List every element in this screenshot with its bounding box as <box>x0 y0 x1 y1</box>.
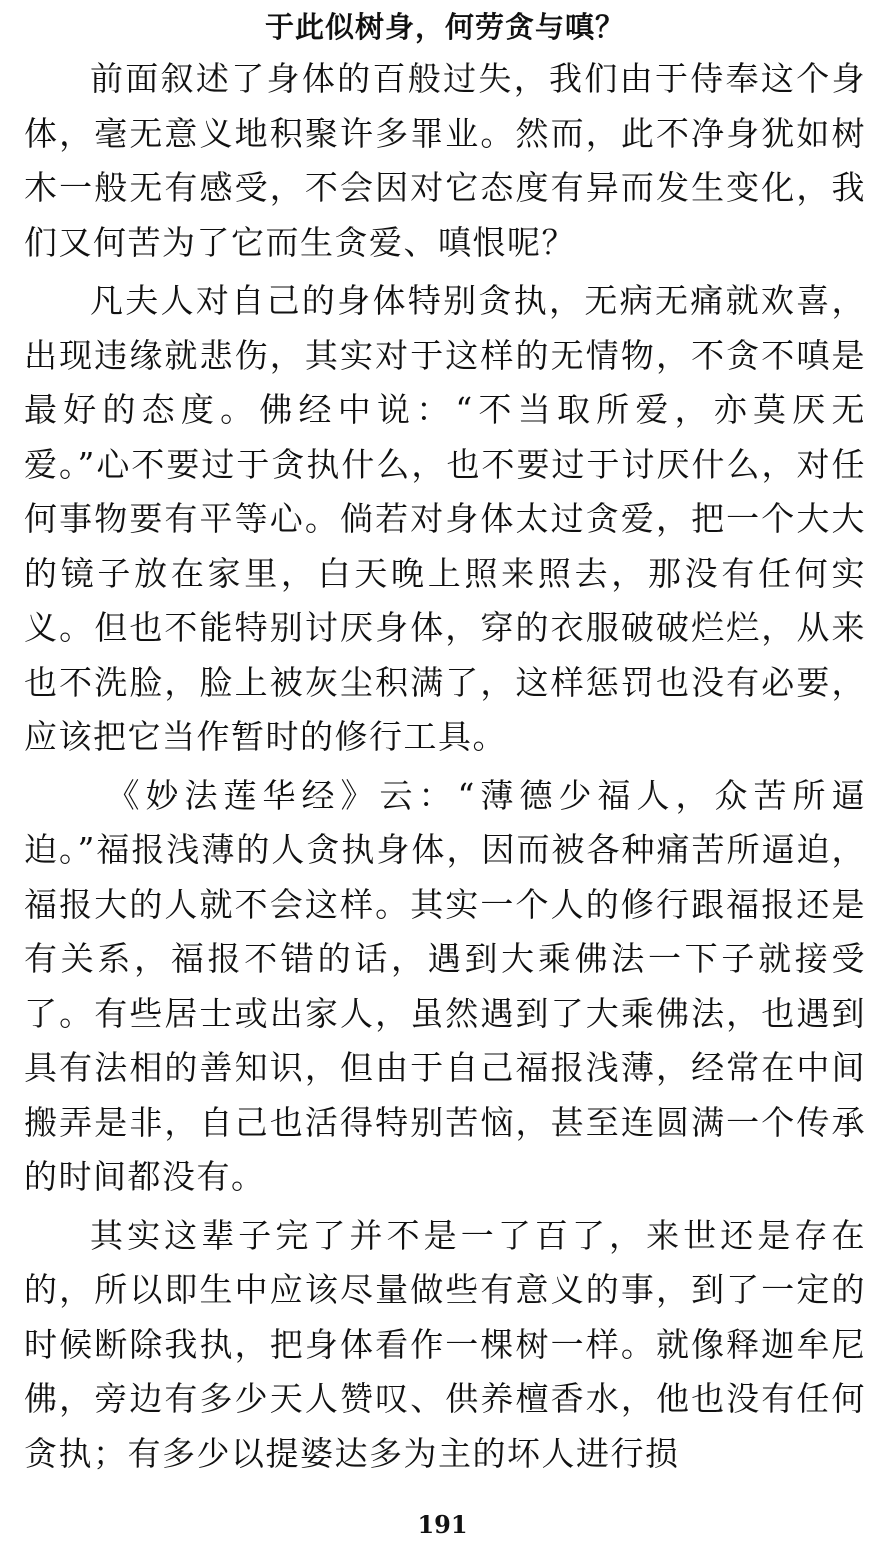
paragraph-4: 其实这辈子完了并不是一了百了，来世还是存在的，所以即生中应该尽量做些有意义的事，到了一定的时候断除我执，把身体看作一棵树一样。就像释迦牟尼佛，旁边有多少天人赞叹、供养檀香水，他也没有任何贪执；有多少以提婆达多为主的坏人进行损 <box>24 1215 866 1473</box>
document-page <box>24 0 866 1550</box>
verse-heading: 于此似树身，何劳贪与嗔？ <box>264 10 625 44</box>
paragraph-3: 《妙法莲华经》云：“薄德少福人，众苦所逼迫。”福报浅薄的人贪执身体，因而被各种痛苦所逼迫，福报大的人就不会这样。其实一个人的修行跟福报还是有关系，福报不错的话，遇到大乘佛法一下子就接受了。有些居士或出家人，虽然遇到了大乘佛法，也遇到具有法相的善知识，但由于自己福报浅薄，经常在中间搬弄是非，自己也活得特别苦恼，甚至连圆满一个传承的时间都没有。 <box>24 775 866 1196</box>
paragraph-2: 凡夫人对自己的身体特别贪执，无病无痛就欢喜，出现违缘就悲伤，其实对于这样的无情物，不贪不嗔是最好的态度。佛经中说：“不当取所爱，亦莫厌无爱。”心不要过于贪执什么，也不要过于讨厌什么，对任何事物要有平等心。倘若对身体太过贪爱，把一个大大的镜子放在家里，白天晚上照来照去，那没有任何实义。但也不能特别讨厌身体，穿的衣服破破烂烂，从来也不洗脸，脸上被灰尘积满了，这样惩罚也没有必要，应该把它当作暂时的修行工具。 <box>24 281 866 756</box>
paragraph-1: 前面叙述了身体的百般过失，我们由于侍奉这个身体，毫无意义地积聚许多罪业。然而，此不净身犹如树木一般无有感受，不会因对它态度有异而发生变化，我们又何苦为了它而生贪爱、嗔恨呢？ <box>24 59 866 262</box>
page-number: 191 <box>417 1510 468 1539</box>
